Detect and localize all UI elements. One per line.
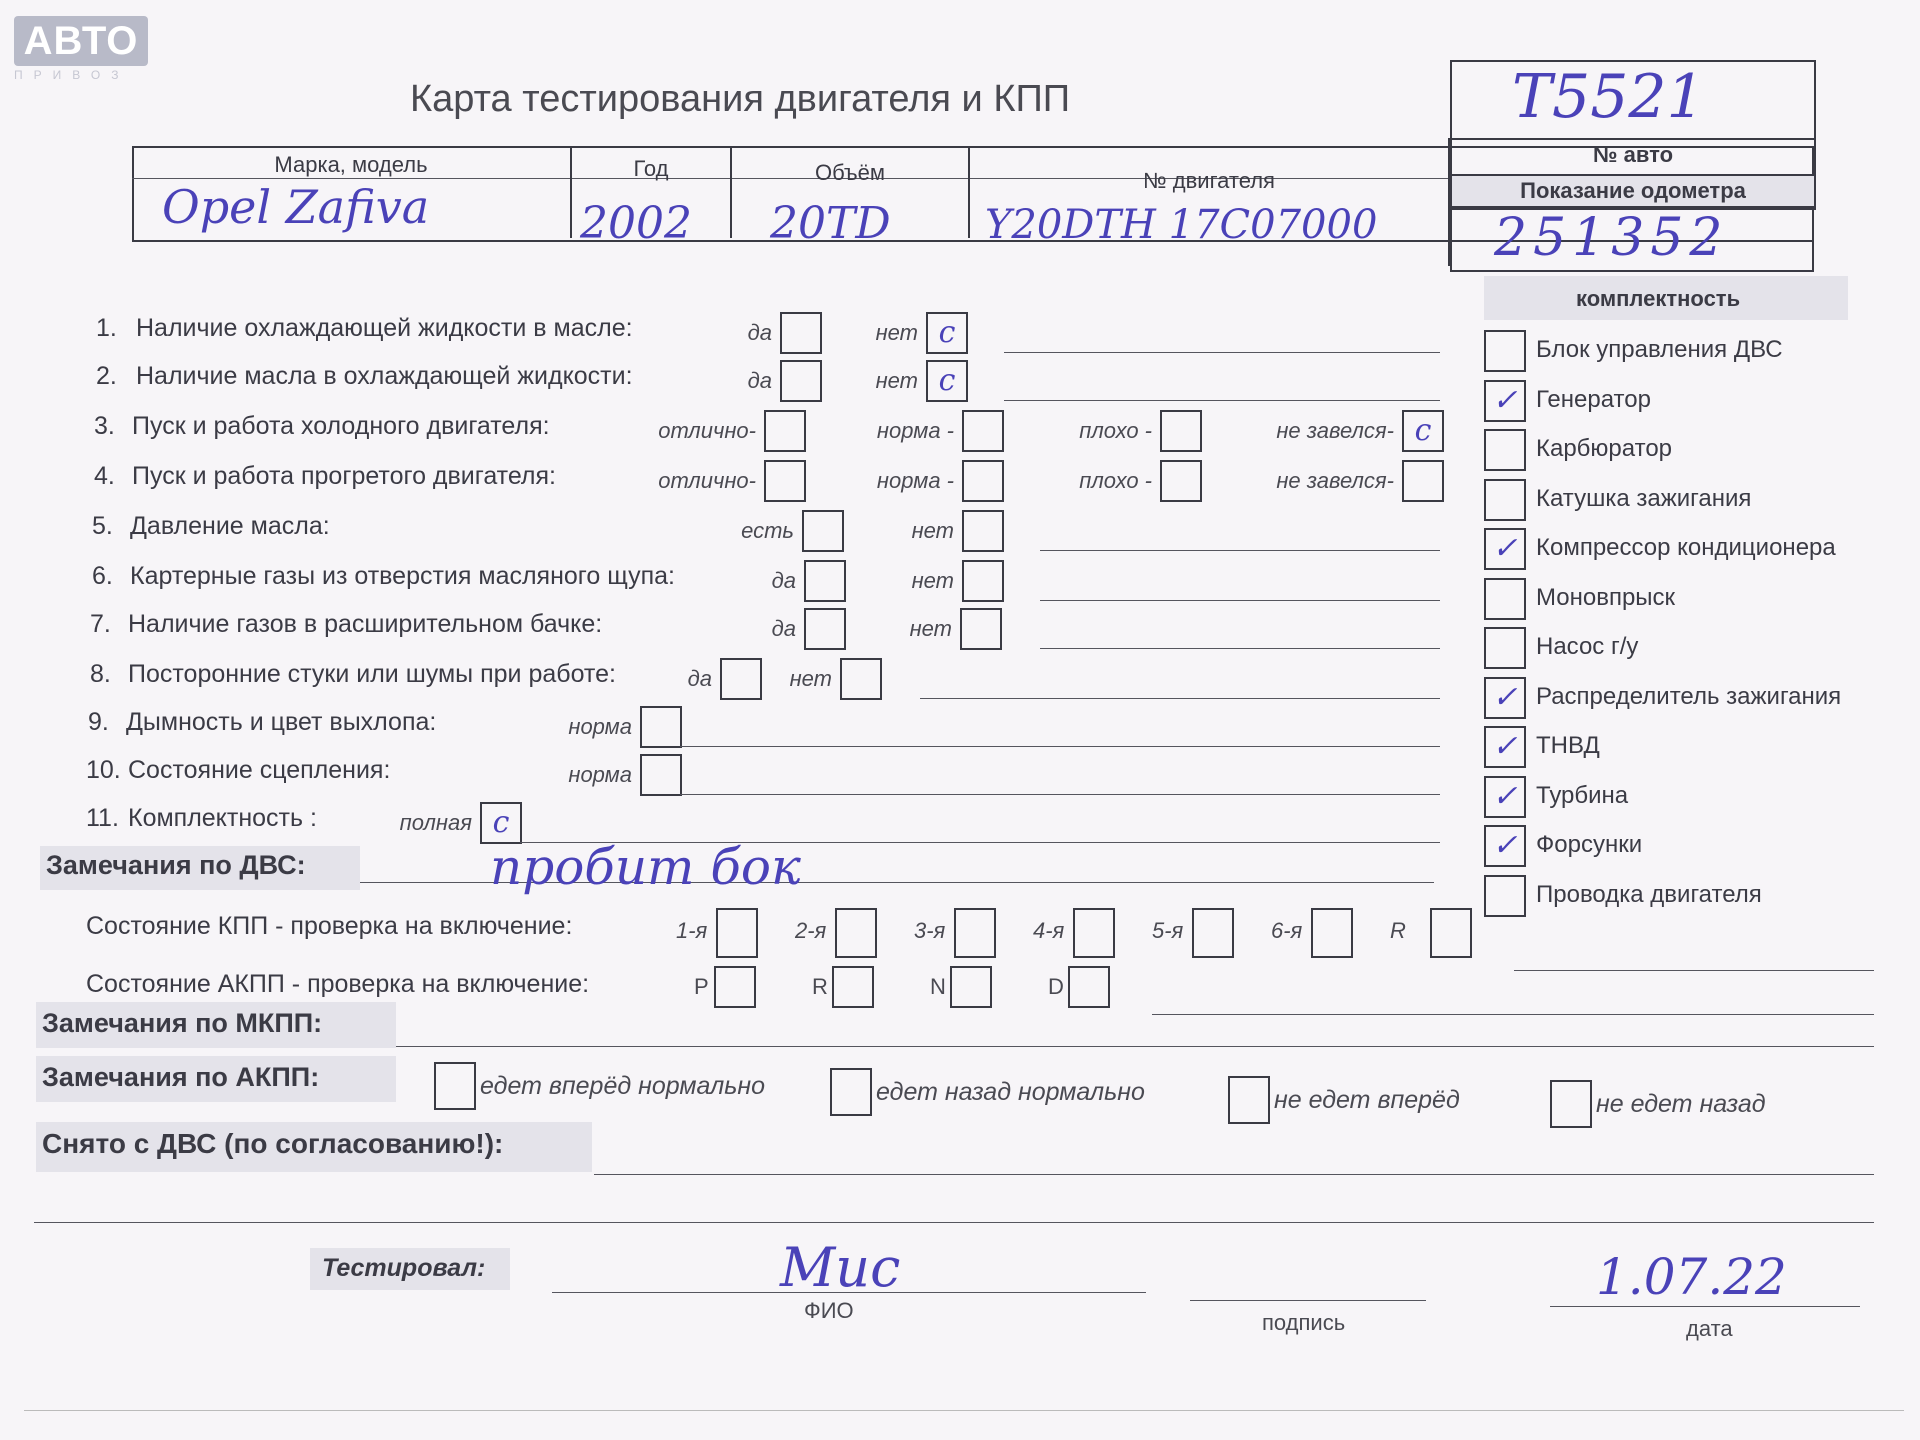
completeness-checkbox[interactable] <box>1484 677 1526 719</box>
removed-label: Снято с ДВС (по согласованию!): <box>42 1128 504 1159</box>
check-option-checkbox[interactable] <box>640 754 682 796</box>
akpp-line <box>1152 1014 1874 1015</box>
logo-subtitle: ПРИВОЗ <box>14 68 130 82</box>
check-option-checkbox[interactable] <box>926 312 968 354</box>
remarks-mkpp-label: Замечания по МКПП: <box>42 1008 323 1038</box>
check-text: Наличие охлаждающей жидкости в масле: <box>136 314 633 342</box>
completeness-label: Генератор <box>1536 385 1651 413</box>
check-option-checkbox[interactable] <box>962 410 1004 452</box>
check-option-label: нет <box>789 666 832 691</box>
check-option-checkbox[interactable] <box>1402 460 1444 502</box>
completeness-title: комплектность <box>1576 286 1741 311</box>
check-number: 4. <box>94 462 115 490</box>
check-number: 8. <box>90 660 111 688</box>
engine-number-value: Y20DTH 17C07000 <box>985 202 1378 248</box>
akpp-remark-label: едет вперёд нормально <box>480 1072 766 1100</box>
akpp-remark-label: едет назад нормально <box>876 1078 1145 1106</box>
year-value: 2002 <box>580 198 692 249</box>
completeness-checkbox[interactable] <box>1484 528 1526 570</box>
header-col-year: Год <box>633 156 669 181</box>
check-option-checkbox[interactable] <box>720 658 762 700</box>
check-option-label: плохо - <box>1079 418 1152 443</box>
check-option-checkbox[interactable] <box>960 608 1002 650</box>
completeness-checkbox[interactable] <box>1484 627 1526 669</box>
completeness-checkbox[interactable] <box>1484 578 1526 620</box>
check-option-label: норма - <box>876 418 954 443</box>
check-option-label: отлично- <box>658 418 756 443</box>
check-mark-icon: c <box>1414 413 1432 448</box>
check-text: Состояние сцепления: <box>128 756 391 784</box>
completeness-label: ТНВД <box>1536 732 1600 759</box>
car-number-value: T5521 <box>1512 62 1705 132</box>
akpp-mode-label: R <box>812 974 828 999</box>
check-text: Дымность и цвет выхлопа: <box>126 708 437 736</box>
akpp-mode-checkbox[interactable] <box>832 966 874 1008</box>
completeness-label: Катушка зажигания <box>1536 484 1752 512</box>
check-option-checkbox[interactable] <box>962 460 1004 502</box>
kpp-gear-label: 3-я <box>914 918 946 943</box>
check-note-line[interactable] <box>1040 550 1440 551</box>
check-option-checkbox[interactable] <box>640 706 682 748</box>
check-option-checkbox[interactable] <box>764 410 806 452</box>
check-note-line[interactable] <box>1040 600 1440 601</box>
kpp-gear-checkbox[interactable] <box>1192 908 1234 958</box>
check-mark-icon: ✓ <box>1492 778 1518 814</box>
completeness-checkbox[interactable] <box>1484 825 1526 867</box>
check-number: 3. <box>94 412 115 440</box>
kpp-gear-label: 5-я <box>1152 918 1184 943</box>
completeness-label: Карбюратор <box>1536 435 1673 462</box>
check-text: Давление масла: <box>130 512 330 540</box>
kpp-gear-checkbox[interactable] <box>954 908 996 958</box>
completeness-checkbox[interactable] <box>1484 380 1526 422</box>
akpp-mode-checkbox[interactable] <box>950 966 992 1008</box>
fio-value[interactable]: Мис <box>780 1236 901 1299</box>
remarks-ice-label: Замечания по ДВС: <box>46 850 306 880</box>
check-option-checkbox[interactable] <box>764 460 806 502</box>
check-option-checkbox[interactable] <box>962 510 1004 552</box>
check-option-label: да <box>771 568 796 593</box>
kpp-gear-label: 6-я <box>1271 918 1303 943</box>
completeness-label: Турбина <box>1536 781 1629 809</box>
car-number-label: № авто <box>1592 142 1674 167</box>
completeness-item[interactable] <box>1484 330 1904 374</box>
kpp-gear-checkbox[interactable] <box>1311 908 1353 958</box>
kpp-gear-label: 4-я <box>1033 918 1065 943</box>
check-text: Пуск и работа прогретого двигателя: <box>132 462 556 490</box>
check-note-line[interactable] <box>920 698 1440 699</box>
check-text: Пуск и работа холодного двигателя: <box>132 412 550 440</box>
check-option-label: нет <box>875 320 918 345</box>
volume-value: 20TD <box>770 198 891 249</box>
check-note-line[interactable] <box>1004 400 1440 401</box>
completeness-checkbox[interactable] <box>1484 429 1526 471</box>
check-option-checkbox[interactable] <box>804 608 846 650</box>
fio-caption: ФИО <box>804 1298 854 1323</box>
check-option-label: плохо - <box>1079 468 1152 493</box>
akpp-mode-label: N <box>930 974 946 999</box>
completeness-checkbox[interactable] <box>1484 330 1526 372</box>
completeness-item[interactable] <box>1484 627 1904 671</box>
check-mark-icon: ✓ <box>1492 679 1518 715</box>
check-number: 7. <box>90 610 111 638</box>
completeness-label: Насос г/у <box>1536 633 1639 660</box>
kpp-gear-checkbox[interactable] <box>1430 908 1472 958</box>
check-option-checkbox[interactable] <box>1160 410 1202 452</box>
check-note-line[interactable] <box>1004 352 1440 353</box>
kpp-gear-checkbox[interactable] <box>716 908 758 958</box>
check-note-line[interactable] <box>1040 648 1440 649</box>
check-option-checkbox[interactable] <box>780 360 822 402</box>
completeness-label: Распределитель зажигания <box>1536 682 1842 710</box>
logo: АВТО <box>14 16 148 66</box>
kpp-gear-label: R <box>1390 918 1406 943</box>
check-option-checkbox[interactable] <box>804 560 846 602</box>
tested-label: Тестировал: <box>322 1254 486 1282</box>
check-option-label: полная <box>399 810 472 835</box>
akpp-remark-label: не едет назад <box>1596 1090 1766 1118</box>
date-value[interactable]: 1.07.22 <box>1596 1248 1787 1306</box>
akpp-remark-label: не едет вперёд <box>1274 1086 1460 1114</box>
kpp-gear-checkbox[interactable] <box>835 908 877 958</box>
header-col-engine: № двигателя <box>1143 168 1275 193</box>
kpp-gear-label: 2-я <box>795 918 827 943</box>
check-option-label: да <box>747 368 772 393</box>
completeness-item[interactable] <box>1484 776 1904 820</box>
header-col-make: Марка, модель <box>274 152 428 177</box>
check-option-label: норма <box>568 762 632 787</box>
completeness-item[interactable] <box>1484 528 1904 572</box>
check-option-label: норма <box>568 714 632 739</box>
check-option-label: нет <box>909 616 952 641</box>
kpp-label: Состояние КПП - проверка на включение: <box>86 912 573 940</box>
date-caption: дата <box>1686 1316 1733 1341</box>
check-number: 9. <box>88 708 109 736</box>
check-mark-icon: ✓ <box>1492 382 1518 418</box>
check-text: Наличие газов в расширительном бачке: <box>128 610 603 638</box>
akpp-mode-label: P <box>694 974 709 999</box>
kpp-gear-checkbox[interactable] <box>1073 908 1115 958</box>
kpp-line <box>1514 970 1874 971</box>
completeness-item[interactable] <box>1484 726 1904 770</box>
akpp-label: Состояние АКПП - проверка на включение: <box>86 970 590 998</box>
check-text: Картерные газы из отверстия масляного щупа: <box>130 562 675 590</box>
check-option-label: да <box>747 320 772 345</box>
odometer-label: Показание одометра <box>1520 178 1746 203</box>
check-note-line[interactable] <box>680 746 1440 747</box>
completeness-item[interactable] <box>1484 578 1904 622</box>
completeness-item[interactable] <box>1484 677 1904 721</box>
check-option-checkbox[interactable] <box>802 510 844 552</box>
check-mark-icon: c <box>492 805 510 840</box>
completeness-checkbox[interactable] <box>1484 875 1526 917</box>
date-line <box>1550 1306 1860 1307</box>
remarks-akpp-label: Замечания по АКПП: <box>42 1062 320 1092</box>
completeness-checkbox[interactable] <box>1484 776 1526 818</box>
page-title: Карта тестирования двигателя и КПП <box>410 78 1071 120</box>
completeness-label: Блок управления ДВС <box>1536 336 1783 363</box>
check-option-label: нет <box>911 518 954 543</box>
check-number: 6. <box>92 562 113 590</box>
check-option-checkbox[interactable] <box>926 360 968 402</box>
check-mark-icon: ✓ <box>1492 531 1518 566</box>
check-text: Комплектность : <box>128 804 317 832</box>
check-note-line[interactable] <box>680 794 1440 795</box>
check-option-label: отлично- <box>658 468 756 493</box>
make-value: Opel Zafiva <box>162 180 430 234</box>
check-number: 1. <box>96 314 117 342</box>
check-option-label: есть <box>741 518 794 543</box>
check-option-label: да <box>771 616 796 641</box>
completeness-item[interactable] <box>1484 479 1904 523</box>
check-option-label: не завелся- <box>1276 418 1394 443</box>
check-option-label: не завелся- <box>1276 468 1394 493</box>
akpp-mode-checkbox[interactable] <box>1068 966 1110 1008</box>
check-option-checkbox[interactable] <box>962 560 1004 602</box>
remarks-mkpp-line <box>396 1046 1874 1047</box>
check-option-label: норма - <box>876 468 954 493</box>
odometer-value-ink: 251352 <box>1494 208 1729 268</box>
completeness-label: Компрессор кондиционера <box>1536 534 1836 561</box>
check-option-label: нет <box>875 368 918 393</box>
akpp-remark-checkbox[interactable] <box>1550 1080 1592 1128</box>
completeness-item[interactable] <box>1484 380 1904 424</box>
akpp-mode-label: D <box>1048 974 1064 999</box>
check-option-checkbox[interactable] <box>1402 410 1444 452</box>
completeness-label: Проводка двигателя <box>1536 880 1762 908</box>
check-option-label: да <box>687 666 712 691</box>
header-col-volume: Объём <box>814 160 886 185</box>
completeness-checkbox[interactable] <box>1484 479 1526 521</box>
check-option-checkbox[interactable] <box>1160 460 1202 502</box>
removed-line-2 <box>34 1222 1874 1223</box>
completeness-item[interactable] <box>1484 875 1904 919</box>
check-mark-icon: c <box>938 363 956 398</box>
signature-caption: подпись <box>1262 1310 1346 1335</box>
check-text: Посторонние стуки или шумы при работе: <box>128 660 616 688</box>
check-mark-icon: ✓ <box>1492 729 1518 764</box>
check-option-label: нет <box>911 568 954 593</box>
check-mark-icon: c <box>938 315 956 350</box>
completeness-label: Моновпрыск <box>1536 583 1676 611</box>
akpp-remark-checkbox[interactable] <box>830 1068 872 1116</box>
check-number: 10. <box>86 756 121 784</box>
akpp-remark-checkbox[interactable] <box>1228 1076 1270 1124</box>
check-number: 11. <box>86 804 119 832</box>
completeness-label: Форсунки <box>1536 831 1643 858</box>
completeness-item[interactable] <box>1484 825 1904 869</box>
akpp-remark-checkbox[interactable] <box>434 1062 476 1110</box>
check-option-checkbox[interactable] <box>780 312 822 354</box>
check-text: Наличие масла в охлаждающей жидкости: <box>136 362 633 390</box>
removed-line-1 <box>594 1174 1874 1175</box>
remarks-ice-value[interactable]: пробит бок <box>490 838 801 896</box>
completeness-item[interactable] <box>1484 429 1904 473</box>
check-mark-icon: ✓ <box>1492 828 1518 863</box>
check-option-checkbox[interactable] <box>840 658 882 700</box>
completeness-checkbox[interactable] <box>1484 726 1526 768</box>
bottom-rule <box>24 1410 1904 1411</box>
kpp-gear-label: 1-я <box>676 918 708 943</box>
check-number: 5. <box>92 512 113 540</box>
check-number: 2. <box>96 362 117 390</box>
akpp-mode-checkbox[interactable] <box>714 966 756 1008</box>
signature-line <box>1190 1300 1426 1301</box>
